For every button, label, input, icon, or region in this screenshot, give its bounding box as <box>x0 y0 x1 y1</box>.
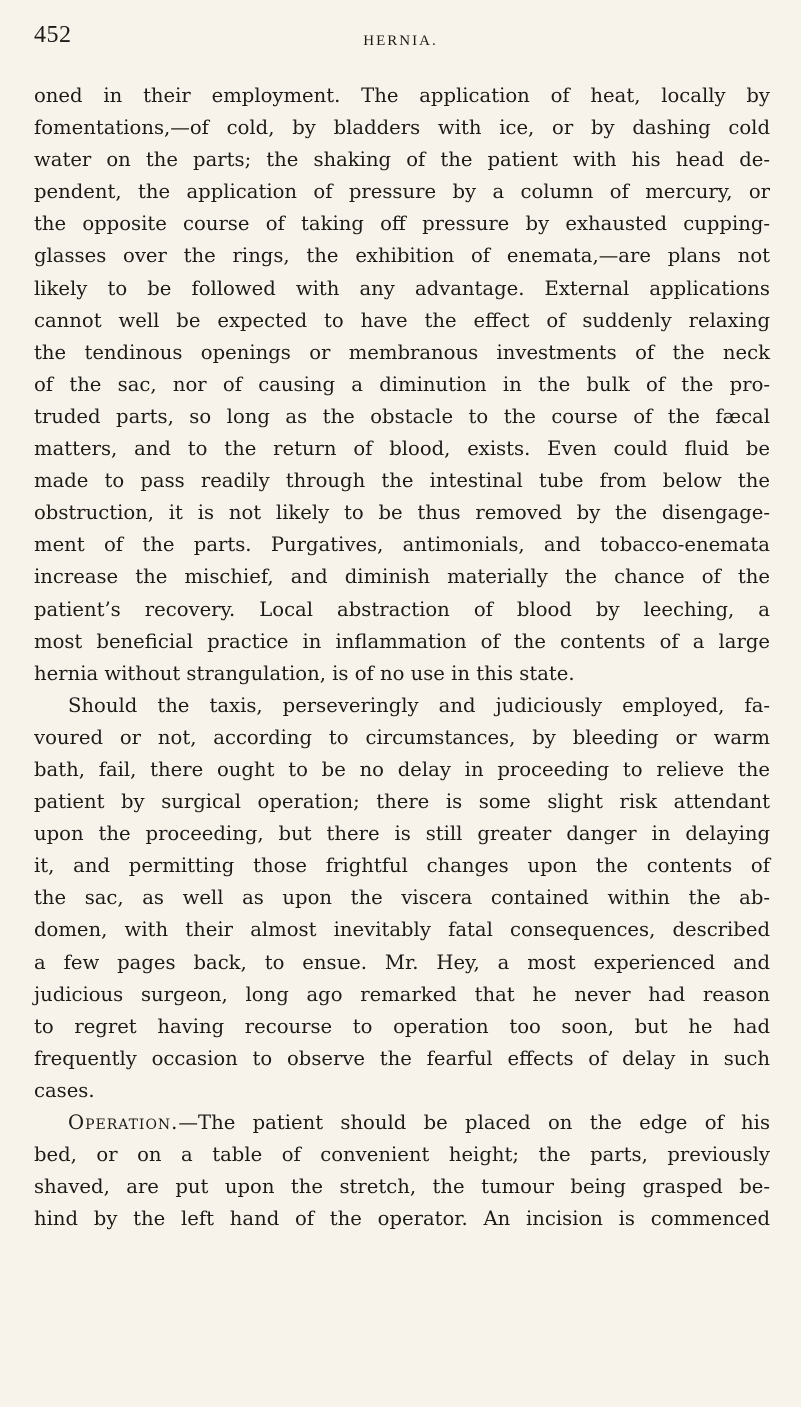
text-line: oned in their employment. The application of heat, locally by <box>34 84 770 107</box>
text-line: most beneficial practice in inflammation of the contents of a large <box>34 629 770 653</box>
text-line: made to pass readily through the intestinal tube from below the <box>34 469 770 493</box>
text-line: the opposite course of taking off pressure by exhausted cupping- <box>34 212 770 236</box>
text-line: bed, or on a table of convenient height; the parts, previously <box>34 1143 770 1167</box>
text-line: judicious surgeon, long ago remarked that he never had reason <box>34 982 770 1006</box>
text-line: hind by the left hand of the operator. An incision is commenced <box>34 1207 770 1231</box>
text-line: fomentations,—of cold, by bladders with ice, or by dashing cold <box>34 116 770 140</box>
page-header <box>34 22 767 58</box>
text-line: a few pages back, to ensue. Mr. Hey, a most experienced and <box>34 950 770 974</box>
text-line: the tendinous openings or membranous investments of the neck <box>34 340 770 364</box>
text-line: domen, with their almost inevitably fatal consequences, described <box>34 918 770 942</box>
text-line: obstruction, it is not likely to be thus removed by the disengage- <box>34 501 770 525</box>
text-line: frequently occasion to observe the fearful effects of delay in such <box>34 1046 770 1070</box>
text-line: shaved, are put upon the stretch, the tumour being grasped be- <box>34 1175 770 1199</box>
text-line: truded parts, so long as the obstacle to the course of the fæcal <box>34 404 770 428</box>
body-text <box>34 80 770 1235</box>
page-number: 452 <box>34 22 72 48</box>
operation-first-line-text: —The patient should be placed on the edge of his <box>178 1111 770 1134</box>
running-head: HERNIA. <box>363 33 438 49</box>
text-line: likely to be followed with any advantage. External applications <box>34 276 770 300</box>
text-line: pendent, the application of pressure by a column of mercury, or <box>34 180 770 204</box>
text-line: patient by surgical operation; there is some slight risk attendant <box>34 790 770 814</box>
text-line: water on the parts; the shaking of the patient with his head de- <box>34 148 770 172</box>
text-line: it, and permitting those frightful changes upon the contents of <box>34 854 770 878</box>
text-line: the sac, as well as upon the viscera contained within the ab- <box>34 886 770 910</box>
text-line: matters, and to the return of blood, exists. Even could fluid be <box>34 437 770 461</box>
text-line: hernia without strangulation, is of no use in this state. <box>34 661 575 685</box>
text-line: of the sac, nor of causing a diminution in the bulk of the pro- <box>34 372 770 396</box>
text-line: upon the proceeding, but there is still greater danger in delaying <box>34 822 770 846</box>
operation-heading: Operation. <box>68 1111 179 1134</box>
text-line: cannot well be expected to have the effect of suddenly relaxing <box>34 308 770 332</box>
text-line: Should the taxis, perseveringly and judiciously employed, fa- <box>68 693 770 717</box>
text-line: glasses over the rings, the exhibition of enemata,—are plans not <box>34 244 770 268</box>
text-line: patient’s recovery. Local abstraction of blood by leeching, a <box>34 597 770 621</box>
text-line: cases. <box>34 1078 95 1102</box>
text-line: to regret having recourse to operation too soon, but he had <box>34 1014 770 1038</box>
text-line: bath, fail, there ought to be no delay in proceeding to relieve the <box>34 757 770 781</box>
text-line: voured or not, according to circumstances, by bleeding or warm <box>34 725 770 749</box>
text-line: ment of the parts. Purgatives, antimonials, and tobacco-enemata <box>34 533 770 557</box>
operation-paragraph-first-line <box>34 1107 770 1139</box>
text-line: increase the mischief, and diminish materially the chance of the <box>34 565 770 589</box>
